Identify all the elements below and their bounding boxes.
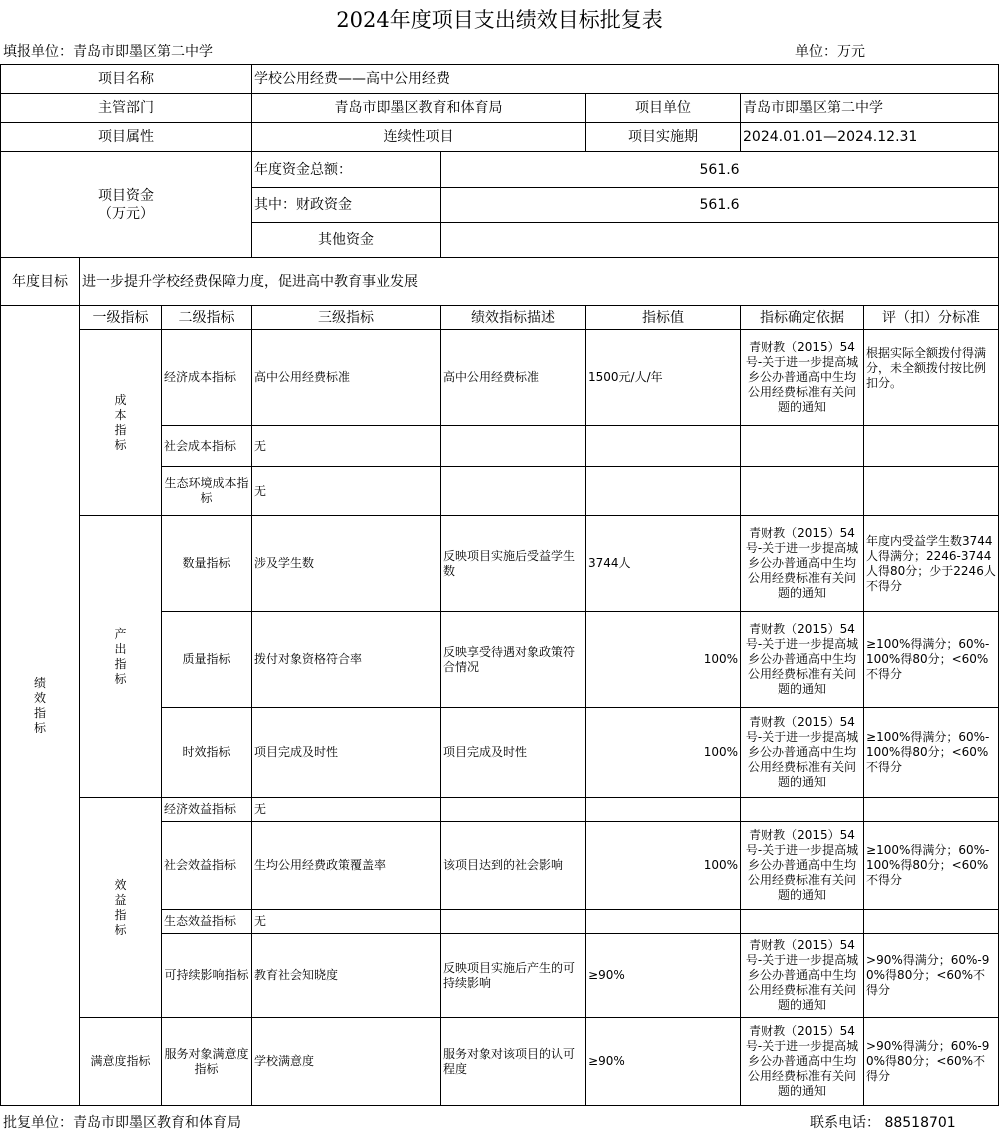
contact-phone: 联系电话： 88518701 xyxy=(810,1115,956,1131)
row-eco-cost-l2: 生态环境成本指标 xyxy=(162,467,252,516)
funds-label: 项目资金 （万元） xyxy=(1,152,252,258)
col-basis: 指标确定依据 xyxy=(741,306,864,330)
attr-label: 项目属性 xyxy=(1,123,252,152)
row-econ-cost-desc: 高中公用经费标准 xyxy=(441,330,586,426)
project-name-label: 项目名称 xyxy=(1,65,252,94)
unit-label: 单位：万元 xyxy=(795,44,865,60)
row-social-benefit-desc: 该项目达到的社会影响 xyxy=(441,822,586,910)
dept-label: 主管部门 xyxy=(1,94,252,123)
fiscal-label: 其中：财政资金 xyxy=(252,188,441,223)
row-quality-basis: 青财教（2015）54号-关于进一步提高城乡公办普通高中生均公用经费标准有关问题的通知 xyxy=(741,612,864,708)
col-score: 评（扣）分标准 xyxy=(864,306,999,330)
row-sustain-basis: 青财教（2015）54号-关于进一步提高城乡公办普通高中生均公用经费标准有关问题的通知 xyxy=(741,934,864,1018)
row-quality-score: ≥100%得满分；60%-100%得80分；<60%不得分 xyxy=(864,612,999,708)
col-description: 绩效指标描述 xyxy=(441,306,586,330)
row-social-benefit-basis: 青财教（2015）54号-关于进一步提高城乡公办普通高中生均公用经费标准有关问题的通知 xyxy=(741,822,864,910)
row-timeliness-value: 100% xyxy=(586,708,741,798)
row-quantity-value: 3744人 xyxy=(586,516,741,612)
fiscal-value: 561.6 xyxy=(441,188,999,223)
annual-total-value: 561.6 xyxy=(441,152,999,188)
row-timeliness-l2: 时效指标 xyxy=(162,708,252,798)
row-quantity-l2: 数量指标 xyxy=(162,516,252,612)
row-econ-cost-l3: 高中公用经费标准 xyxy=(252,330,441,426)
row-social-benefit-l2: 社会效益指标 xyxy=(162,822,252,910)
row-quality-value: 100% xyxy=(586,612,741,708)
perf-indicator-label: 绩 效 指 标 xyxy=(1,306,80,1106)
row-timeliness-basis: 青财教（2015）54号-关于进一步提高城乡公办普通高中生均公用经费标准有关问题的通知 xyxy=(741,708,864,798)
row-social-cost-l2: 社会成本指标 xyxy=(162,426,252,467)
col-level1: 一级指标 xyxy=(80,306,162,330)
row-econ-cost-value: 1500元/人/年 xyxy=(586,330,741,426)
other-label: 其他资金 xyxy=(252,223,441,258)
fill-unit: 填报单位：青岛市即墨区第二中学 xyxy=(3,44,213,60)
other-value xyxy=(441,223,999,258)
level1-satisfaction: 满意度指标 xyxy=(80,1018,162,1106)
row-quantity-basis: 青财教（2015）54号-关于进一步提高城乡公办普通高中生均公用经费标准有关问题的通知 xyxy=(741,516,864,612)
row-quality-l2: 质量指标 xyxy=(162,612,252,708)
row-social-benefit-value: 100% xyxy=(586,822,741,910)
row-eco-benefit-l2: 生态效益指标 xyxy=(162,910,252,934)
row-service-l2: 服务对象满意度指标 xyxy=(162,1018,252,1106)
period-value: 2024.01.01—2024.12.31 xyxy=(741,123,999,152)
row-service-value: ≥90% xyxy=(586,1018,741,1106)
row-timeliness-score: ≥100%得满分；60%-100%得80分；<60%不得分 xyxy=(864,708,999,798)
row-sustain-value: ≥90% xyxy=(586,934,741,1018)
approval-table xyxy=(0,64,999,1106)
level1-benefit: 效 益 指 标 xyxy=(80,798,162,1018)
annual-total-label: 年度资金总额： xyxy=(252,152,441,188)
row-social-benefit-l3: 生均公用经费政策覆盖率 xyxy=(252,822,441,910)
row-service-l3: 学校满意度 xyxy=(252,1018,441,1106)
row-econ-cost-l2: 经济成本指标 xyxy=(162,330,252,426)
col-value: 指标值 xyxy=(586,306,741,330)
row-sustain-l3: 教育社会知晓度 xyxy=(252,934,441,1018)
annual-goal-value: 进一步提升学校经费保障力度，促进高中教育事业发展 xyxy=(80,258,999,306)
row-sustain-desc: 反映项目实施后产生的可持续影响 xyxy=(441,934,586,1018)
row-service-score: >90%得满分；60%-90%得80分；<60%不得分 xyxy=(864,1018,999,1106)
period-label: 项目实施期 xyxy=(586,123,741,152)
row-econ-benefit-l3: 无 xyxy=(252,798,441,822)
row-service-basis: 青财教（2015）54号-关于进一步提高城乡公办普通高中生均公用经费标准有关问题的通知 xyxy=(741,1018,864,1106)
row-social-benefit-score: ≥100%得满分；60%-100%得80分；<60%不得分 xyxy=(864,822,999,910)
row-econ-benefit-l2: 经济效益指标 xyxy=(162,798,252,822)
row-sustain-l2: 可持续影响指标 xyxy=(162,934,252,1018)
row-timeliness-l3: 项目完成及时性 xyxy=(252,708,441,798)
row-econ-cost-score: 根据实际全额拨付得满分，未全额拨付按比例扣分。 xyxy=(864,330,999,426)
row-quality-desc: 反映享受待遇对象政策符合情况 xyxy=(441,612,586,708)
project-unit-label: 项目单位 xyxy=(586,94,741,123)
approve-unit: 批复单位：青岛市即墨区教育和体育局 xyxy=(3,1115,241,1131)
row-quality-l3: 拨付对象资格符合率 xyxy=(252,612,441,708)
row-timeliness-desc: 项目完成及时性 xyxy=(441,708,586,798)
row-social-cost-l3: 无 xyxy=(252,426,441,467)
row-quantity-l3: 涉及学生数 xyxy=(252,516,441,612)
annual-goal-label: 年度目标 xyxy=(1,258,80,306)
attr-value: 连续性项目 xyxy=(252,123,586,152)
row-eco-benefit-l3: 无 xyxy=(252,910,441,934)
row-quantity-desc: 反映项目实施后受益学生数 xyxy=(441,516,586,612)
row-service-desc: 服务对象对该项目的认可程度 xyxy=(441,1018,586,1106)
col-level3: 三级指标 xyxy=(252,306,441,330)
col-level2: 二级指标 xyxy=(162,306,252,330)
row-sustain-score: >90%得满分；60%-90%得80分；<60%不得分 xyxy=(864,934,999,1018)
row-econ-cost-basis: 青财教（2015）54号-关于进一步提高城乡公办普通高中生均公用经费标准有关问题的通知 xyxy=(741,330,864,426)
row-eco-cost-l3: 无 xyxy=(252,467,441,516)
project-name: 学校公用经费——高中公用经费 xyxy=(252,65,999,94)
level1-output: 产 出 指 标 xyxy=(80,516,162,798)
level1-cost: 成 本 指 标 xyxy=(80,330,162,516)
row-quantity-score: 年度内受益学生数3744人得满分；2246-3744人得80分；少于2246人不得分 xyxy=(864,516,999,612)
page-title: 2024年度项目支出绩效目标批复表 xyxy=(336,8,663,32)
dept-value: 青岛市即墨区教育和体育局 xyxy=(252,94,586,123)
project-unit-value: 青岛市即墨区第二中学 xyxy=(741,94,999,123)
